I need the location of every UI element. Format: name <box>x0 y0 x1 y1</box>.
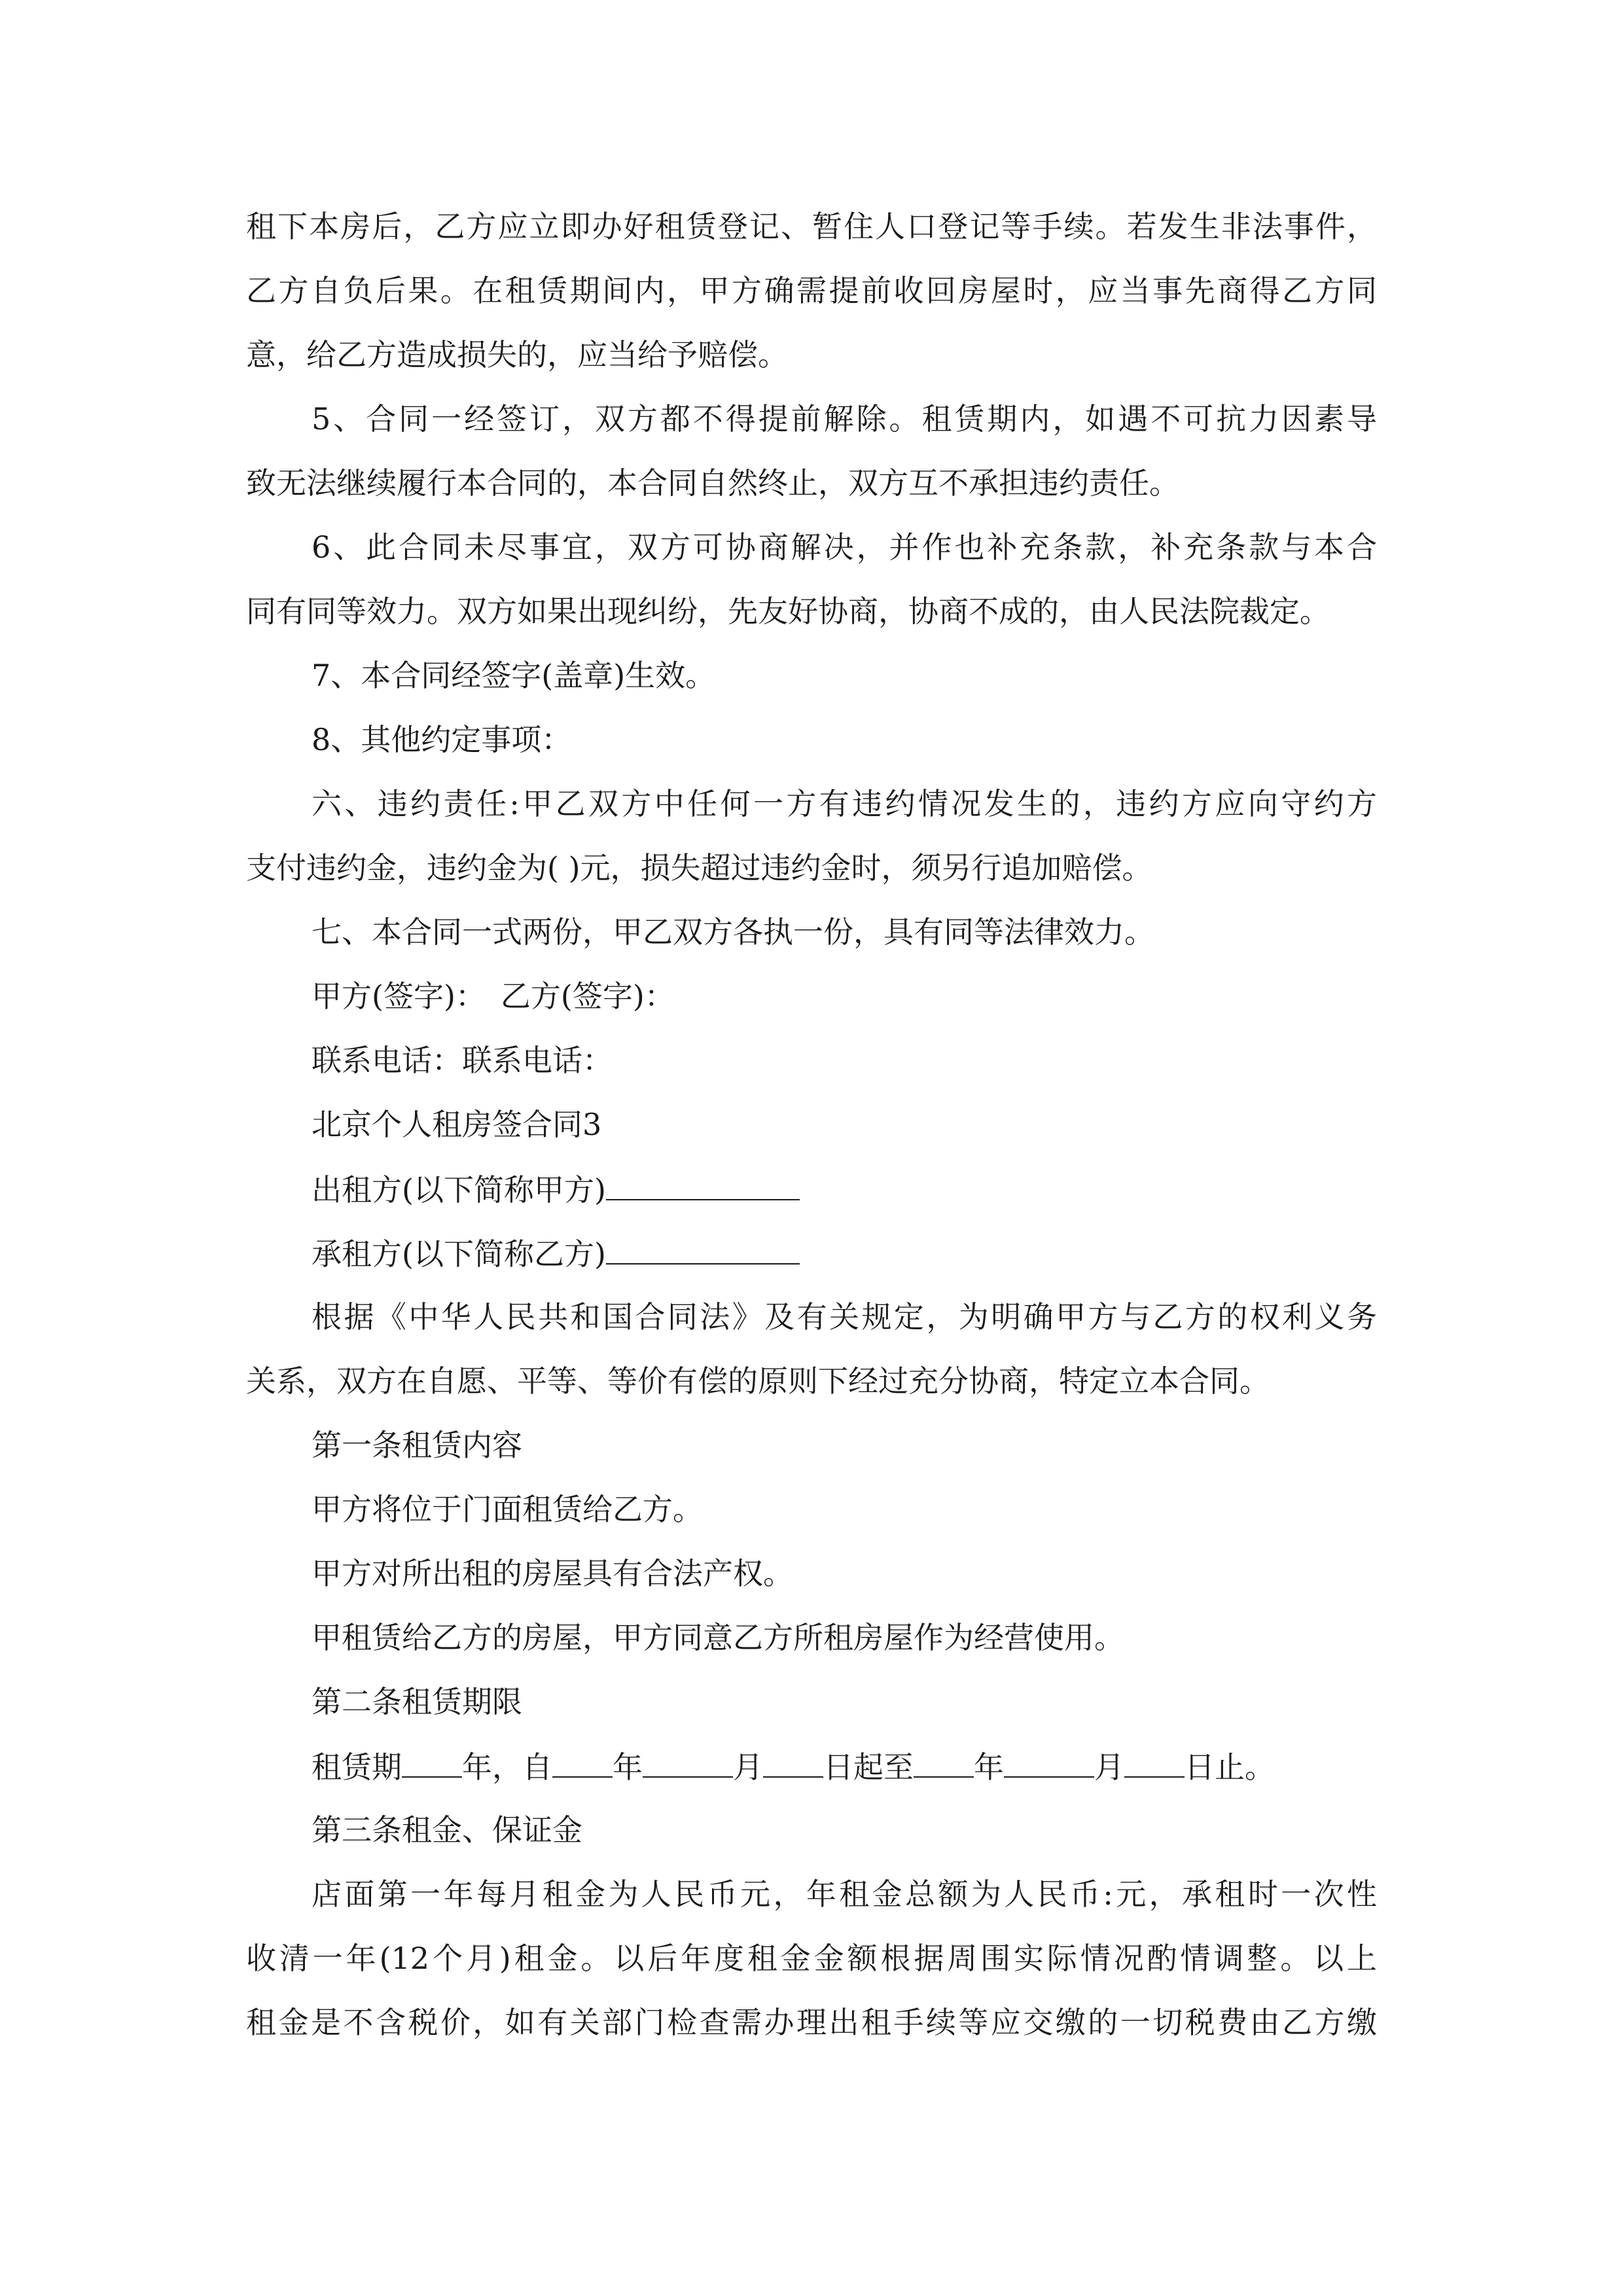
article-1-item: 甲方将位于门面租赁给乙方。 <box>312 1492 703 1527</box>
clause-7: 7、本合同经签字(盖章)生效。 <box>312 658 716 693</box>
term-text: 日止。 <box>1185 1749 1275 1785</box>
article-3-line-1: 店面第一年每月租金为人民币元，年租金总额为人民币:元，承租时一次性 <box>312 1876 1377 1912</box>
clause-8: 8、其他约定事项： <box>312 722 572 757</box>
paragraph-line: 租下本房后，乙方应立即办好租赁登记、暂住人口登记等手续。若发生非法事件， <box>246 209 1377 244</box>
term-text: 年 <box>974 1749 1004 1785</box>
lessee-line <box>312 1233 800 1272</box>
term-text: 年 <box>613 1749 643 1785</box>
term-text: 月 <box>1094 1749 1124 1785</box>
lessee-blank[interactable] <box>606 1233 800 1265</box>
signature-line: 甲方(签字)： 乙方(签字)： <box>312 978 675 1014</box>
clause-6-line-2: 同有同等效力。双方如果出现纠纷，先友好协商，协商不成的，由人民法院裁定。 <box>246 594 1330 629</box>
term-text: 年，自 <box>462 1749 552 1785</box>
lessor-blank[interactable] <box>606 1169 800 1200</box>
end-year-blank[interactable] <box>914 1746 974 1778</box>
start-year-blank[interactable] <box>552 1746 613 1778</box>
preamble-line-2: 关系，双方在自愿、平等、等价有偿的原则下经过充分协商，特定立本合同。 <box>246 1363 1270 1399</box>
article-3-line-2: 收清一年(12个月)租金。以后年度租金金额根据周围实际情况酌情调整。以上 <box>246 1941 1377 1976</box>
term-text: 日起至 <box>823 1749 914 1785</box>
start-day-blank[interactable] <box>763 1746 823 1778</box>
section-6-line-1: 六、违约责任:甲乙双方中任何一方有违约情况发生的，违约方应向守约方 <box>312 786 1377 821</box>
phone-line: 联系电话：联系电话： <box>312 1043 613 1078</box>
lessor-label: 出租方(以下简称甲方) <box>312 1172 606 1208</box>
article-3-line-3: 租金是不含税价，如有关部门检查需办理出租手续等应交缴的一切税费由乙方缴 <box>246 2005 1377 2040</box>
clause-5-line-2: 致无法继续履行本合同的，本合同自然终止，双方互不承担违约责任。 <box>246 465 1179 501</box>
section-6-line-2: 支付违约金，违约金为( )元，损失超过违约金时，须另行追加赔偿。 <box>246 850 1152 886</box>
paragraph-line: 意，给乙方造成损失的，应当给予赔偿。 <box>246 337 788 372</box>
term-text: 月 <box>733 1749 763 1785</box>
article-3-heading: 第三条租金、保证金 <box>312 1812 582 1848</box>
end-month-blank[interactable] <box>1004 1746 1094 1778</box>
paragraph-line: 乙方自负后果。在租赁期间内，甲方确需提前收回房屋时，应当事先商得乙方同 <box>246 273 1377 308</box>
section-7: 七、本合同一式两份，甲乙双方各执一份，具有同等法律效力。 <box>312 914 1154 950</box>
lessor-line <box>312 1169 800 1208</box>
article-1-item: 甲租赁给乙方的房屋，甲方同意乙方所租房屋作为经营使用。 <box>312 1620 1124 1655</box>
term-prefix: 租赁期 <box>312 1749 402 1785</box>
preamble-line-1: 根据《中华人民共和国合同法》及有关规定，为明确甲方与乙方的权利义务 <box>312 1299 1377 1335</box>
term-years-blank[interactable] <box>402 1746 462 1778</box>
clause-5-line-1: 5、合同一经签订，双方都不得提前解除。租赁期内，如遇不可抗力因素导 <box>312 401 1377 437</box>
lease-term-line <box>312 1746 1275 1785</box>
article-1-heading: 第一条租赁内容 <box>312 1427 522 1463</box>
end-day-blank[interactable] <box>1124 1746 1185 1778</box>
article-2-heading: 第二条租赁期限 <box>312 1684 522 1719</box>
clause-6-line-1: 6、此合同未尽事宜，双方可协商解决，并作也补充条款，补充条款与本合 <box>312 529 1377 565</box>
lessee-label: 承租方(以下简称乙方) <box>312 1236 606 1272</box>
article-1-item: 甲方对所出租的房屋具有合法产权。 <box>312 1556 793 1591</box>
contract-title: 北京个人租房签合同3 <box>312 1107 602 1142</box>
start-month-blank[interactable] <box>643 1746 733 1778</box>
